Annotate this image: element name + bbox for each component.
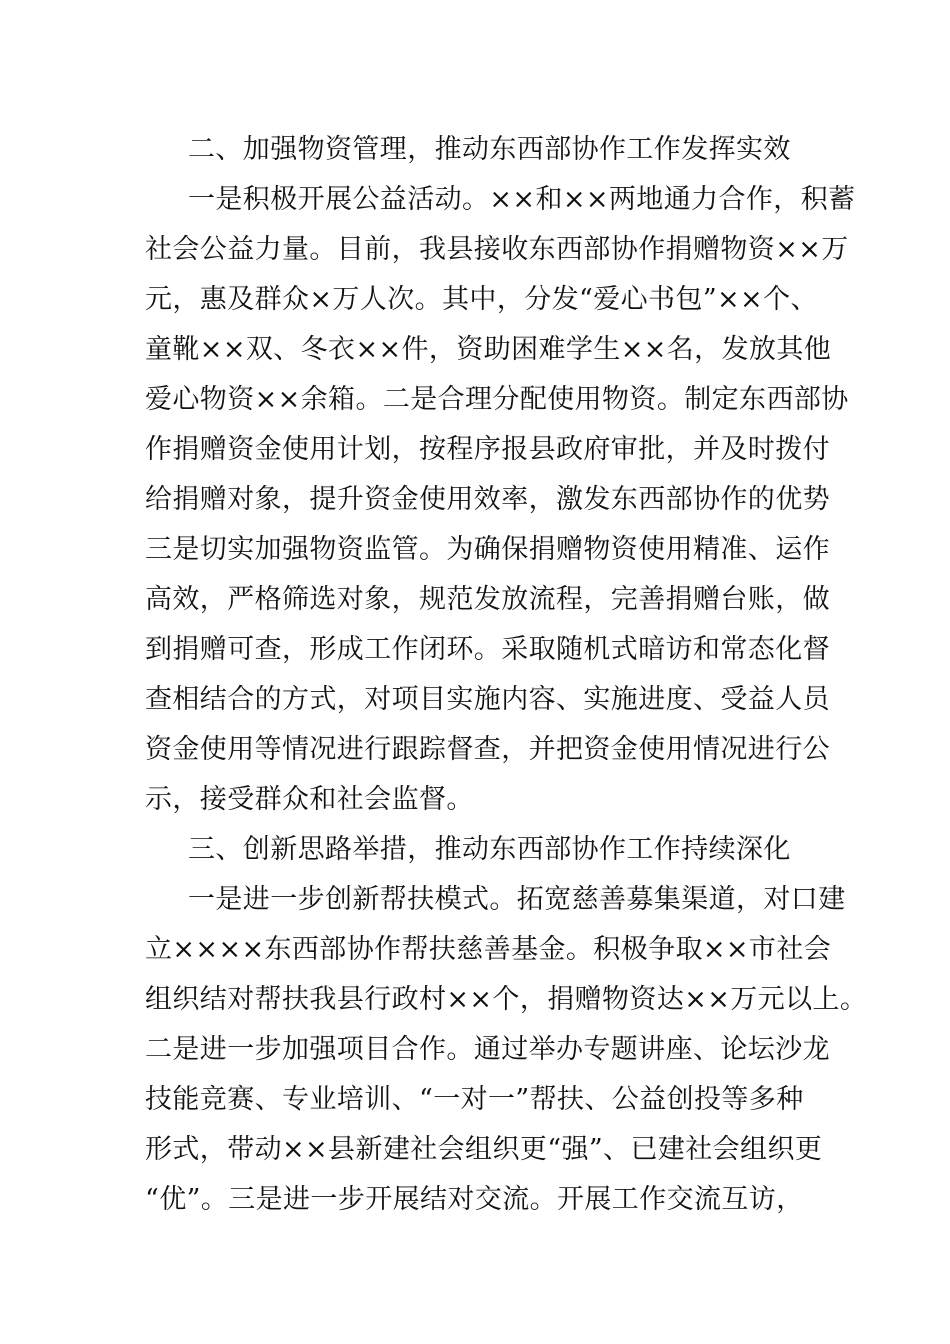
paragraph-line: 作捐赠资金使用计划，按程序报县政府审批，并及时拨付 xyxy=(145,434,830,465)
paragraph-line: 二是进一步加强项目合作。通过举办专题讲座、论坛沙龙 xyxy=(145,1034,830,1065)
paragraph-line: 到捐赠可查，形成工作闭环。采取随机式暗访和常态化督 xyxy=(145,634,830,665)
paragraph-line: 给捐赠对象，提升资金使用效率，激发东西部协作的优势 xyxy=(145,484,830,515)
paragraph-line: 三是切实加强物资监管。为确保捐赠物资使用精准、运作 xyxy=(145,534,830,565)
section-heading-two: 二、加强物资管理，推动东西部协作工作发挥实效 xyxy=(188,134,791,165)
paragraph-line: 高效，严格筛选对象，规范发放流程，完善捐赠台账，做 xyxy=(145,584,830,615)
paragraph-line: 形式，带动××县新建社会组织更“强”、已建社会组织更 xyxy=(145,1134,823,1165)
paragraph-line: 组织结对帮扶我县行政村××个，捐赠物资达××万元以上。 xyxy=(145,984,868,1015)
paragraph-line: 立××××东西部协作帮扶慈善基金。积极争取××市社会 xyxy=(145,934,832,965)
paragraph-line: 资金使用等情况进行跟踪督查，并把资金使用情况进行公 xyxy=(145,734,830,765)
paragraph-line: 爱心物资××余箱。二是合理分配使用物资。制定东西部协 xyxy=(145,384,849,415)
paragraph-line: 童靴××双、冬衣××件，资助困难学生××名，发放其他 xyxy=(145,334,832,365)
paragraph-line: 一是积极开展公益活动。××和××两地通力合作，积蓄 xyxy=(188,184,856,215)
paragraph-line: “优”。三是进一步开展结对交流。开展工作交流互访， xyxy=(145,1184,804,1215)
paragraph-line: 一是进一步创新帮扶模式。拓宽慈善募集渠道，对口建 xyxy=(188,884,846,915)
paragraph-line: 查相结合的方式，对项目实施内容、实施进度、受益人员 xyxy=(145,684,830,715)
paragraph-line: 元，惠及群众×万人次。其中，分发“爱心书包”××个、 xyxy=(145,284,818,315)
paragraph-line: 示，接受群众和社会监督。 xyxy=(145,784,474,815)
paragraph-line: 社会公益力量。目前，我县接收东西部协作捐赠物资××万 xyxy=(145,234,849,265)
paragraph-line: 技能竞赛、专业培训、“一对一”帮扶、公益创投等多种 xyxy=(145,1084,804,1115)
section-heading-three: 三、创新思路举措，推动东西部协作工作持续深化 xyxy=(188,834,791,865)
